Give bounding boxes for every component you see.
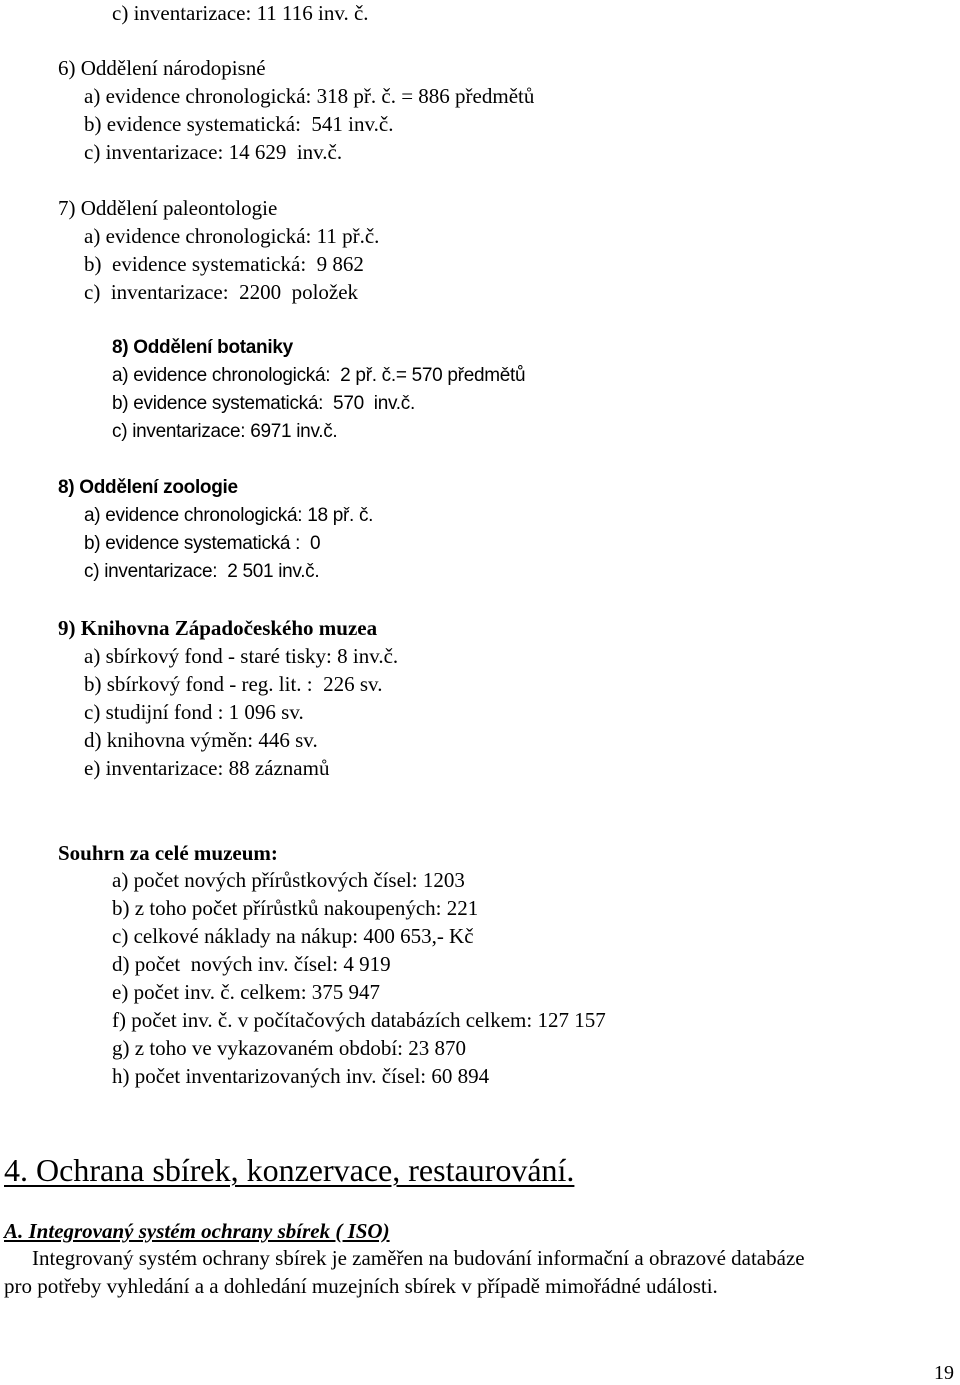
section-9-item-b: b) sbírkový fond - reg. lit. : 226 sv. (84, 672, 383, 696)
section-8-botany-title: 8) Oddělení botaniky (112, 337, 293, 358)
summary-title: Souhrn za celé muzeum: (58, 841, 278, 865)
summary-item-b: b) z toho počet přírůstků nakoupených: 221 (112, 896, 479, 920)
section-8-zoology-item-a: a) evidence chronologická: 18 př. č. (84, 505, 374, 526)
section-8-zoology-item-c: c) inventarizace: 2 501 inv.č. (84, 561, 320, 582)
section-8-botany-item-c: c) inventarizace: 6971 inv.č. (112, 421, 338, 442)
summary-item-h: h) počet inventarizovaných inv. čísel: 60 894 (112, 1064, 490, 1088)
subsection-heading: A. Integrovaný systém ochrany sbírek ( ISO) (4, 1219, 390, 1243)
summary-item-g: g) z toho ve vykazovaném období: 23 870 (112, 1036, 467, 1060)
section-8-botany-item-b: b) evidence systematická: 570 inv.č. (112, 393, 415, 414)
summary-item-d: d) počet nových inv. čísel: 4 919 (112, 952, 391, 976)
section-7-item-b: b) evidence systematická: 9 862 (84, 252, 364, 276)
section-6-title: 6) Oddělení národopisné (58, 56, 266, 80)
paragraph-line-2: pro potřeby vyhledání a a dohledání muzejních sbírek v případě mimořádné události. (4, 1274, 718, 1298)
page-number: 19 (934, 1362, 954, 1384)
section-7-title: 7) Oddělení paleontologie (58, 196, 278, 220)
paragraph-line-1: Integrovaný systém ochrany sbírek je zaměřen na budování informační a obrazové databáze (32, 1246, 805, 1270)
section-8-zoology-title: 8) Oddělení zoologie (58, 477, 238, 498)
section-9-item-c: c) studijní fond : 1 096 sv. (84, 700, 304, 724)
section-8-zoology-item-b: b) evidence systematická : 0 (84, 533, 321, 554)
section-7-item-a: a) evidence chronologická: 11 př.č. (84, 224, 380, 248)
section-9-item-e: e) inventarizace: 88 záznamů (84, 756, 330, 780)
summary-item-f: f) počet inv. č. v počítačových databázích celkem: 127 157 (112, 1008, 606, 1032)
section-6-item-b: b) evidence systematická: 541 inv.č. (84, 112, 394, 136)
section-9-item-d: d) knihovna výměn: 446 sv. (84, 728, 318, 752)
section-6-item-a: a) evidence chronologická: 318 př. č. = 886 předmětů (84, 84, 535, 108)
summary-item-a: a) počet nových přírůstkových čísel: 1203 (112, 868, 465, 892)
section-7-item-c: c) inventarizace: 2200 položek (84, 280, 359, 304)
summary-item-c: c) celkové náklady na nákup: 400 653,- Kč (112, 924, 474, 948)
summary-item-e: e) počet inv. č. celkem: 375 947 (112, 980, 381, 1004)
section-9-title: 9) Knihovna Západočeského muzea (58, 616, 378, 640)
section-8-botany-item-a: a) evidence chronologická: 2 př. č.= 570 předmětů (112, 365, 526, 386)
section-9-item-a: a) sbírkový fond - staré tisky: 8 inv.č. (84, 644, 399, 668)
section-6-item-c: c) inventarizace: 14 629 inv.č. (84, 140, 343, 164)
inventory-line-section5: c) inventarizace: 11 116 inv. č. (112, 1, 369, 25)
chapter-heading: 4. Ochrana sbírek, konzervace, restaurování. (4, 1152, 575, 1188)
